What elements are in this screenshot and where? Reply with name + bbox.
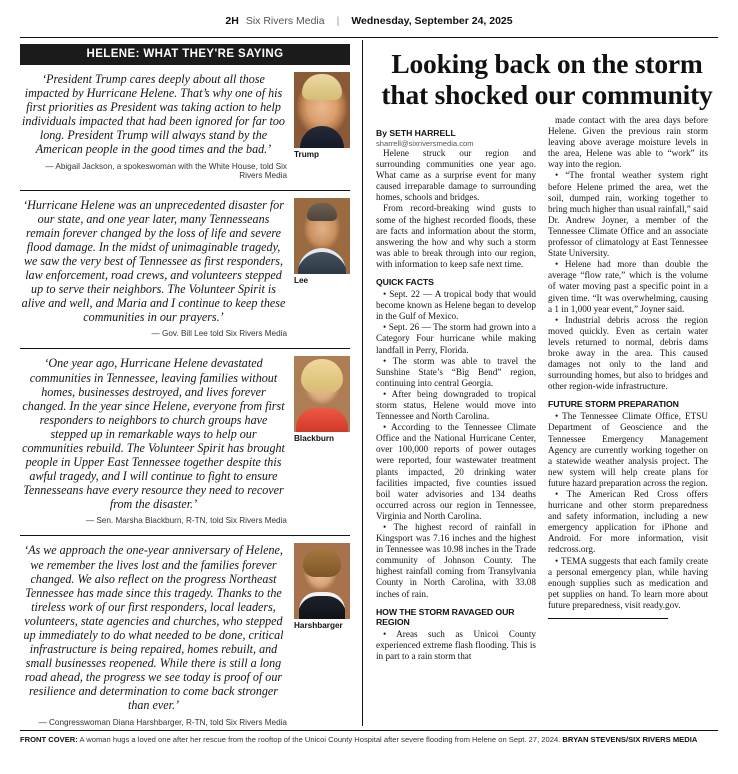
quote-attribution: — Sen. Marsha Blackburn, R-TN, told Six Rivers Media — [85, 516, 287, 526]
quote-body: ‘President Trump cares deeply about all those impacted by Hurricane Helene. That’s why one of his first priorities as President was taking action to help individuals impacted that had been ignored for far too long. President Trump will always stand by the American people in the good times and the bad.’ — [22, 72, 285, 157]
storm-detail-item: • Industrial debris across the region moved quickly. Even as certain water levels returned to normal, debris dams broke away in the area. This caused damages not only to the land and surrounding homes, but also to bridges and other region-wide infrastructure. — [548, 314, 708, 392]
quick-fact-item: • Sept. 26 — The storm had grown into a Category Four hurricane while making landfall in Perry, Florida. — [376, 322, 536, 355]
quote-text-wrap — [20, 356, 294, 529]
article-column-right — [548, 115, 708, 662]
masthead-separator: | — [336, 15, 340, 27]
author-email[interactable]: sharrell@sixriversmedia.com — [376, 139, 474, 148]
microphone-icon — [329, 594, 336, 613]
quote-text-wrap — [20, 72, 294, 184]
subhead-quick-facts: QUICK FACTS — [376, 277, 434, 288]
quote-body: ‘Hurricane Helene was an unprecedented disaster for our state, and one year later, many Tennesseans remain forever changed by the loss of life and severe flood damage. In the midst of unimaginable tragedy, we saw the very best of Tennessee as first responders, law enforcement, road crews, and volunteers stepped up to serve their neighbors. The Volunteer Spirit is alive and well, and Maria and I continue to keep these communities in our prayers.’ — [21, 197, 286, 325]
prep-item: • The American Red Cross offers hurricane and other storm preparedness and safety information, including a new emergency application for iPhone and Android. For more information, visit redcross.org. — [548, 489, 708, 555]
article-section — [363, 38, 718, 726]
masthead — [20, 0, 718, 34]
quote-attribution: — Abigail Jackson, a spokeswoman with the White House, told Six Rivers Media — [45, 161, 287, 180]
front-cover-label: FRONT COVER: — [20, 735, 78, 744]
quote-item — [20, 535, 350, 730]
quote-item — [20, 348, 350, 529]
quote-photo-wrap — [294, 198, 350, 343]
portrait-caption: Blackburn — [294, 434, 335, 444]
portrait-caption: Trump — [294, 150, 320, 159]
page-title: Looking back on the storm that shocked our community — [381, 48, 713, 110]
quote-text-wrap — [20, 198, 294, 343]
front-cover-text: A woman hugs a loved one after her rescue from the rooftop of the Unicoi County Hospital after severe flooding from Helene on Sept. 27, 2024. — [79, 735, 561, 744]
quick-fact-item: • Sept. 22 — A tropical body that would become known as Helene began to develop in the Gulf of Mexico. — [376, 289, 536, 322]
author-byline: By SETH HARRELL — [376, 128, 456, 138]
quote-photo-wrap — [294, 72, 350, 184]
portrait-harshbarger — [294, 543, 350, 619]
storm-detail-item: • Helene had more than double the average “flow rate,” which is the volume of water moving past a specific point in a given time. “It was overwhelming, causing a 1 in 1,000 year event,” Joyner said. — [548, 259, 708, 314]
subhead-future-preparation: FUTURE STORM PREPARATION — [548, 399, 679, 410]
quote-photo-wrap — [294, 543, 350, 730]
quote-body: ‘As we approach the one-year anniversary of Helene, we remember the lives lost and the families forever changed. We also reflect on the progress Northeast Tennessee has made since this tragedy. Thanks to the tireless work of our first responders, local leaders, volunteers, state agencies and churches, who stepped up immediately to do what needed to be done, critical infrastructure is being repaired, homes rebuilt, and small businesses reopened. While there is still a long road ahead, the progress we see today is proof of our resilience and determination to come back stronger than ever.’ — [23, 543, 284, 713]
quick-fact-item: • After being downgraded to tropical storm status, Helene would move into Tennessee and North Carolina. — [376, 388, 536, 422]
byline-block — [376, 128, 536, 148]
quote-text-wrap — [20, 543, 294, 730]
article-paragraph: Helene struck our region and surrounding communities one year ago. What came as a surprise event for many caused irreparable damage to surrounding homes, schools and bridges. — [376, 148, 536, 203]
page-body — [20, 38, 718, 726]
article-columns — [376, 115, 718, 662]
quick-fact-item: • The highest record of rainfall in Kingsport was 7.16 inches and the highest in Tennessee was 10.98 inches in the Trade community of Johnson County. The highest rainfall coming from Transylvania County in North Carolina, with 33.08 inches of rain. — [376, 522, 536, 599]
article-continuation: made contact with the area days before Helene. Given the previous rain storm leaving above average moisture levels in the area, Helene was able to “work” its way into the region. — [548, 115, 708, 170]
page-number: 2H — [225, 15, 239, 27]
quick-fact-item: • The storm was able to travel the Sunshine State’s “Big Bend” region, continuing into central Georgia. — [376, 355, 536, 388]
portrait-blackburn — [294, 356, 350, 432]
quote-body: ‘One year ago, Hurricane Helene devastated communities in Tennessee, leaving families without homes, businesses destroyed, and lives forever changed. In the year since Helene, everyone from first responders to neighbors to church groups have stepped up in remarkable ways to help our communities rebuild. The Volunteer Spirit has brought people in Upper East Tennessee together despite this awful tragedy, and I will continue to fight to ensure Tennesseans have every resource they need to recover from the disaster.’ — [22, 356, 285, 512]
storm-detail-item: • “The frontal weather system right before Helene primed the area, wet the soil, dumped rain, working together to bring much higher than usual rainfall,” said Dr. Andrew Joyner, a member of the Tennessee Climate Office and an associate professor of climatology at East Tennessee State University. — [548, 170, 708, 259]
portrait-lee — [294, 198, 350, 274]
portrait-caption: Harshbarger — [294, 621, 343, 631]
quote-item — [20, 190, 350, 343]
end-of-story-rule — [548, 618, 668, 619]
quote-item — [20, 65, 350, 184]
prep-item: • The Tennessee Climate Office, ETSU Department of Geoscience and the Tennessee Emergency Management Agency are currently working together on a statewide weather analysis project. The new system will help create plans for future hazard preparation across the region. — [548, 411, 708, 488]
article-paragraph: From record-breaking wind gusts to some of the highest recorded floods, these are facts and information about the storm, answering the how and why such a storm was able to break through into our region, with information to keep safe next time. — [376, 203, 536, 269]
quotes-section — [20, 38, 362, 726]
article-column-left — [376, 115, 536, 662]
portrait-caption: Lee — [294, 275, 309, 285]
portrait-trump — [294, 72, 350, 148]
front-cover-caption — [20, 731, 718, 745]
quote-attribution: — Congresswoman Diana Harshbarger, R-TN, told Six Rivers Media — [38, 717, 287, 727]
publication-name: Six Rivers Media — [245, 15, 325, 27]
ravaged-item: • Areas such as Unicoi County experienced extreme flash flooding. This is in part to a rain storm that — [376, 628, 536, 661]
photo-credit: BRYAN STEVENS/SIX RIVERS MEDIA — [562, 735, 698, 744]
subhead-ravaged-region: HOW THE STORM RAVAGED OUR REGION — [376, 606, 515, 627]
quick-fact-item: • According to the Tennessee Climate Office and the National Hurricane Center, over 100,000 reports of power outages were reported, four wastewater treatment plants impacted, 20 drinking water facilities impacted, five counties issued boil water advisories and 134 deaths occurred across our region in Tennessee, Virginia and North Carolina. — [376, 422, 536, 521]
prep-item: • TEMA suggests that each family create a personal emergency plan, while having enough supplies such as medication and pet supplies on hand. To learn more about future preparedness, visit ready.gov. — [548, 555, 708, 610]
issue-date: Wednesday, September 24, 2025 — [351, 15, 513, 27]
section-banner: HELENE: WHAT THEY'RE SAYING — [20, 44, 350, 65]
quote-attribution: — Gov. Bill Lee told Six Rivers Media — [151, 329, 287, 339]
quote-photo-wrap — [294, 356, 350, 529]
